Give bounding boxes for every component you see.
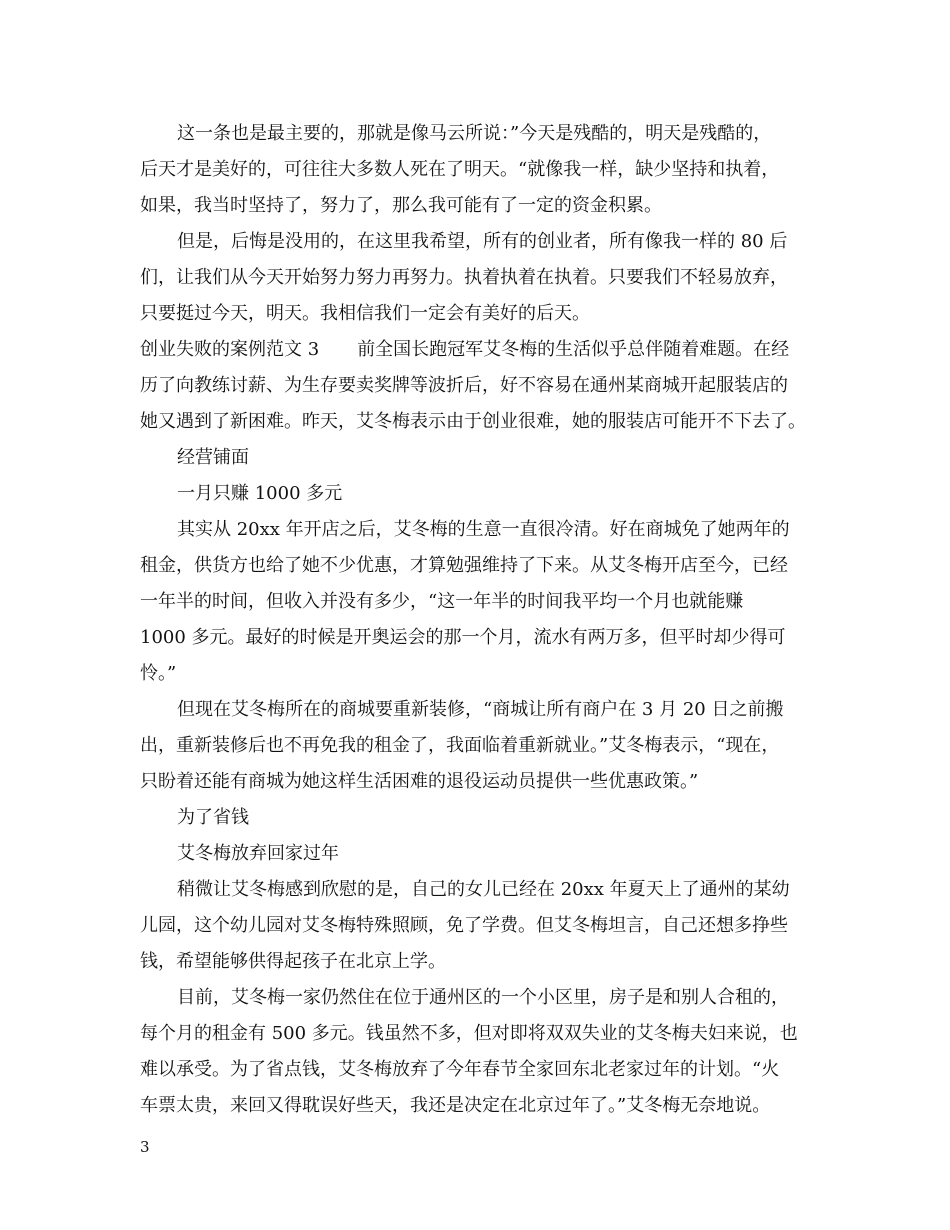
paragraph-line: 稍微让艾冬梅感到欣慰的是，自己的女儿已经在 20xx 年夏天上了通州的某幼 — [177, 879, 790, 900]
paragraph-line: 其实从 20xx 年开店之后，艾冬梅的生意一直很冷清。好在商城免了她两年的 — [177, 519, 790, 540]
paragraph-line: 后天才是美好的，可往往大多数人死在了明天。“就像我一样，缺少坚持和执着， — [140, 159, 780, 180]
paragraph-line: 她又遇到了新困难。昨天，艾冬梅表示由于创业很难，她的服装店可能开不下去了。 — [140, 411, 806, 432]
paragraph-line: 出，重新装修后也不再免我的租金了，我面临着重新就业。”艾冬梅表示，“现在， — [140, 735, 780, 756]
paragraph-line: 们，让我们从今天开始努力努力再努力。执着执着在执着。只要我们不轻易放弃， — [140, 267, 788, 288]
paragraph-line: 租金，供货方也给了她不少优惠，才算勉强维持了下来。从艾冬梅开店至今，已经 — [140, 555, 788, 576]
paragraph-line: 目前，艾冬梅一家仍然住在位于通州区的一个小区里，房子是和别人合租的， — [177, 987, 789, 1008]
paragraph-line: 怜。” — [140, 663, 177, 684]
paragraph-line: 儿园，这个幼儿园对艾冬梅特殊照顾，免了学费。但艾冬梅坦言，自己还想多挣些 — [140, 915, 788, 936]
paragraph-line: 这一条也是最主要的，那就是像马云所说：”今天是残酷的，明天是残酷的， — [177, 123, 772, 144]
paragraph-line: 只盼着还能有商城为她这样生活困难的退役运动员提供一些优惠政策。” — [140, 771, 699, 792]
document-body — [140, 116, 830, 1124]
subheading-line: 一月只赚 1000 多元 — [177, 483, 343, 504]
section-title-line — [140, 332, 830, 368]
paragraph-line: 只要挺过今天，明天。我相信我们一定会有美好的后天。 — [140, 303, 590, 324]
page-number: 3 — [140, 1138, 150, 1156]
paragraph-line: 车票太贵，来回又得耽误好些天，我还是决定在北京过年了。”艾冬梅无奈地说。 — [140, 1095, 771, 1116]
paragraph-line: 难以承受。为了省点钱，艾冬梅放弃了今年春节全家回东北老家过年的计划。“火 — [140, 1059, 780, 1080]
subheading-line: 经营铺面 — [177, 447, 249, 468]
paragraph-line: 但是，后悔是没用的，在这里我希望，所有的创业者，所有像我一样的 80 后 — [177, 231, 788, 252]
paragraph-line: 一年半的时间，但收入并没有多少，“这一年半的时间我平均一个月也就能赚 — [140, 591, 744, 612]
section-title: 创业失败的案例范文 3 — [140, 339, 320, 360]
paragraph-line: 每个月的租金有 500 多元。钱虽然不多，但对即将双双失业的艾冬梅夫妇来说，也 — [140, 1023, 798, 1044]
subheading-line: 艾冬梅放弃回家过年 — [177, 843, 339, 864]
paragraph-line: 如果，我当时坚持了，努力了，那么我可能有了一定的资金积累。 — [140, 195, 662, 216]
paragraph-line: 但现在艾冬梅所在的商城要重新装修，“商城让所有商户在 3 月 20 日之前搬 — [177, 699, 784, 720]
paragraph-line: 历了向教练讨薪、为生存要卖奖牌等波折后，好不容易在通州某商城开起服装店的 — [140, 375, 788, 396]
section-intro-text: 前全国长跑冠军艾冬梅的生活似乎总伴随着难题。在经 — [357, 339, 790, 360]
paragraph-line: 1000 多元。最好的时候是开奥运会的那一个月，流水有两万多，但平时却少得可 — [140, 627, 786, 648]
subheading-line: 为了省钱 — [177, 807, 249, 828]
paragraph-line: 钱，希望能够供得起孩子在北京上学。 — [140, 951, 446, 972]
